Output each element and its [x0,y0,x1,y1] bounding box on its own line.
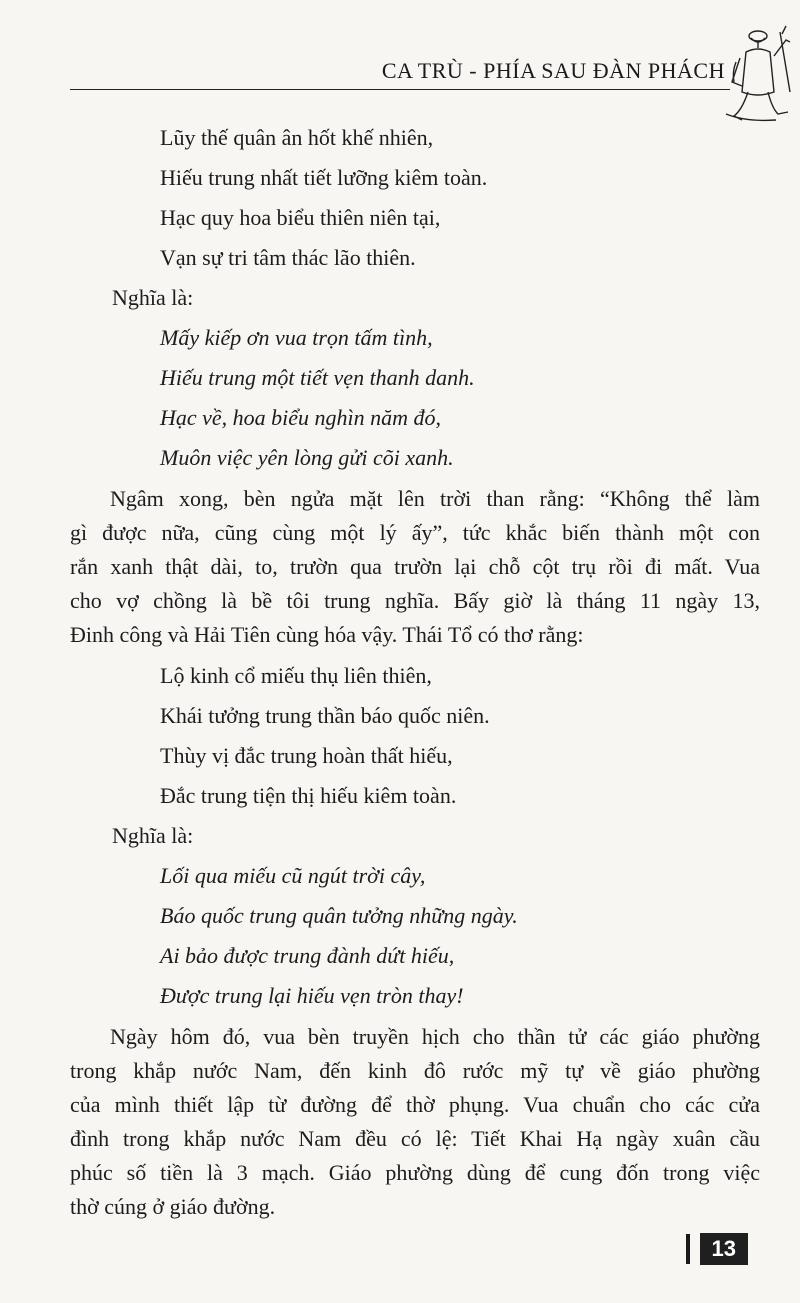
verse-line: Hạc về, hoa biểu nghìn năm đó, [160,405,442,430]
verse-translation-1 [160,318,760,478]
verse-line: Mấy kiếp ơn vua trọn tấm tình, [160,325,433,350]
paragraph-line: Ngâm xong, bèn ngửa mặt lên trời than rằng: “Không thể làm [110,486,760,511]
paragraph-line: cho vợ chồng là bề tôi trung nghĩa. Bấy giờ là tháng 11 ngày 13, [70,588,760,613]
paragraph-line: đình trong khắp nước Nam đều có lệ: Tiết Khai Hạ ngày xuân cầu [70,1126,760,1151]
page-content [70,118,760,1228]
paragraph-line: trong khắp nước Nam, đến kinh đô rước mỹ tự về giáo phường [70,1058,760,1083]
verse-line: Lũy thế quân ân hốt khế nhiên, [160,125,434,150]
verse-line: Thùy vị đắc trung hoàn thất hiếu, [160,743,453,768]
paragraph-1 [70,482,760,652]
paragraph-line: gì được nữa, cũng cùng một lý ấy”, tức khắc biến thành một con [70,520,760,545]
meaning-label: Nghĩa là: [112,285,194,310]
verse-line: Đắc trung tiện thị hiếu kiêm toàn. [160,783,457,808]
page-footer [686,1232,748,1266]
header-rule [70,89,730,90]
paragraph-line: Đinh công và Hải Tiên cùng hóa vậy. Thái Tổ có thơ rằng: [70,622,584,647]
verse-line: Lối qua miếu cũ ngút trời cây, [160,863,426,888]
page-number: 13 [700,1233,748,1265]
verse-line: Hiếu trung một tiết vẹn thanh danh. [160,365,475,390]
verse-line: Hạc quy hoa biểu thiên niên tại, [160,205,441,230]
meaning-label: Nghĩa là: [112,823,194,848]
verse-line: Muôn việc yên lòng gửi cõi xanh. [160,445,454,470]
verse-line: Được trung lại hiếu vẹn tròn thay! [160,983,464,1008]
verse-line: Khái tưởng trung thần báo quốc niên. [160,703,490,728]
verse-line: Hiếu trung nhất tiết lưỡng kiêm toàn. [160,165,488,190]
verse-line: Ai bảo được trung đành dứt hiếu, [160,943,455,968]
paragraph-line: của mình thiết lập từ đường để thờ phụng. Vua chuẩn cho các cửa [70,1092,760,1117]
musician-illustration [718,22,798,132]
running-header [70,58,730,88]
paragraph-line: phúc số tiền là 3 mạch. Giáo phường dùng để cung đốn trong việc [70,1160,760,1185]
paragraph-line: Ngày hôm đó, vua bèn truyền hịch cho thần tử các giáo phường [110,1024,760,1049]
footer-bar [686,1234,690,1264]
paragraph-line: rắn xanh thật dài, to, trườn qua trườn lại chỗ cột trụ rồi đi mất. Vua [70,554,760,579]
verse-line: Vạn sự tri tâm thác lão thiên. [160,245,416,270]
paragraph-line: thờ cúng ở giáo đường. [70,1194,276,1219]
verse-line: Lộ kinh cổ miếu thụ liên thiên, [160,663,432,688]
paragraph-2 [70,1020,760,1224]
verse-hanviet-2 [160,656,760,816]
header-title: CA TRÙ - PHÍA SAU ĐÀN PHÁCH [381,58,725,83]
verse-translation-2 [160,856,760,1016]
verse-hanviet-1 [160,118,760,278]
verse-line: Báo quốc trung quân tưởng những ngày. [160,903,518,928]
